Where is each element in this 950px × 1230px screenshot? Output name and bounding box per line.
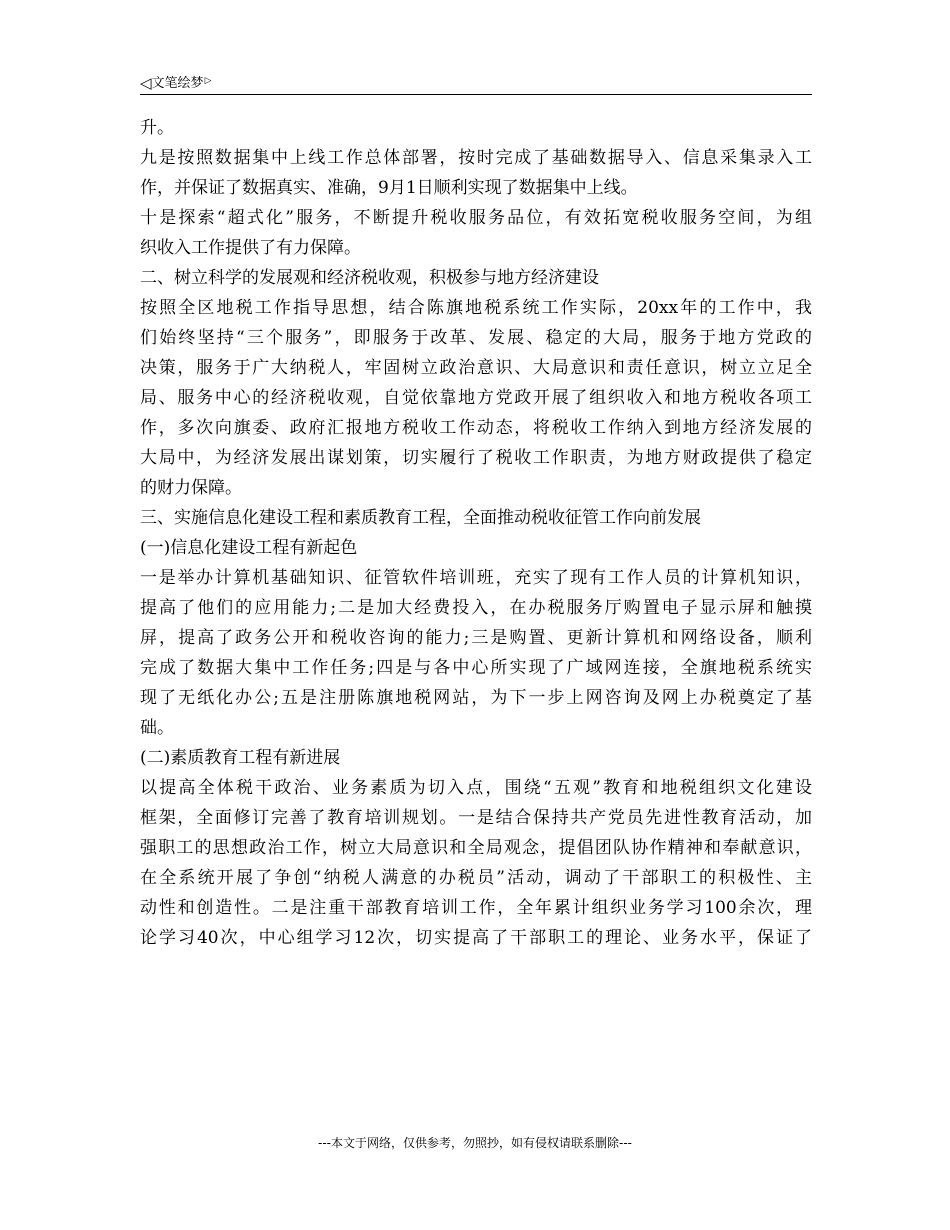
header-title: 文笔绘梦 <box>151 76 204 91</box>
text-line: 升。 <box>140 118 174 138</box>
text-line: 局、服务中心的经济税收观，自觉依靠地方党政开展了组织收入和地方税收各项工 <box>140 388 812 408</box>
left-triangle-icon: ◁ <box>140 74 152 92</box>
text-line: 作，并保证了数据真实、准确，9月1日顺利实现了数据集中上线。 <box>140 178 638 198</box>
document-body <box>140 113 812 953</box>
text-line: 提高了他们的应用能力;二是加大经费投入，在办税服务厅购置电子显示屏和触摸 <box>140 598 812 618</box>
text-line: 强职工的思想政治工作，树立大局意识和全局观念，提倡团队协作精神和奉献意识， <box>140 838 812 858</box>
subsection-heading: (一)信息化建设工程有新起色 <box>140 538 358 558</box>
text-line: 十是探索“超式化”服务，不断提升税收服务品位，有效拓宽税收服务空间，为组 <box>140 208 812 228</box>
text-line: 框架，全面修订完善了教育培训规划。一是结合保持共产党员先进性教育活动，加 <box>140 808 812 828</box>
text-line: 以提高全体税干政治、业务素质为切入点，围绕“五观”教育和地税组织文化建设 <box>140 778 812 798</box>
page-footer: ---本文于网络，仅供参考，勿照抄，如有侵权请联系删除--- <box>318 1136 632 1150</box>
text-line: 决策，服务于广大纳税人，牢固树立政治意识、大局意识和责任意识，树立立足全 <box>140 358 812 378</box>
text-line: 大局中，为经济发展出谋划策，切实履行了税收工作职责，为地方财政提供了稳定 <box>140 448 812 468</box>
text-line: 础。 <box>140 718 174 738</box>
text-line: 完成了数据大集中工作任务;四是与各中心所实现了广域网连接，全旗地税系统实 <box>140 658 812 678</box>
text-line: 在全系统开展了争创“纳税人满意的办税员”活动，调动了干部职工的积极性、主 <box>140 868 812 888</box>
section-heading: 三、实施信息化建设工程和素质教育工程，全面推动税收征管工作向前发展 <box>140 508 701 528</box>
text-line: 现了无纸化办公;五是注册陈旗地税网站，为下一步上网咨询及网上办税奠定了基 <box>140 688 812 708</box>
text-line: 屏，提高了政务公开和税收咨询的能力;三是购置、更新计算机和网络设备，顺利 <box>140 628 812 648</box>
text-line: 动性和创造性。二是注重干部教育培训工作，全年累计组织业务学习100余次，理 <box>140 898 812 918</box>
text-line: 织收入工作提供了有力保障。 <box>140 238 361 258</box>
right-triangle-icon: ▷ <box>204 76 212 86</box>
text-line: 们始终坚持“三个服务”，即服务于改革、发展、稳定的大局，服务于地方党政的 <box>140 328 812 348</box>
text-line: 按照全区地税工作指导思想，结合陈旗地税系统工作实际，20xx年的工作中，我 <box>140 298 812 318</box>
subsection-heading: (二)素质教育工程有新进展 <box>140 748 341 768</box>
text-line: 论学习40次，中心组学习12次，切实提高了干部职工的理论、业务水平，保证了 <box>140 928 812 948</box>
text-line: 的财力保障。 <box>140 478 242 498</box>
page-header <box>140 72 812 95</box>
section-heading: 二、树立科学的发展观和经济税收观，积极参与地方经济建设 <box>140 268 599 288</box>
text-line: 一是举办计算机基础知识、征管软件培训班，充实了现有工作人员的计算机知识， <box>140 568 812 588</box>
text-line: 作，多次向旗委、政府汇报地方税收工作动态，将税收工作纳入到地方经济发展的 <box>140 418 812 438</box>
text-line: 九是按照数据集中上线工作总体部署，按时完成了基础数据导入、信息采集录入工 <box>140 148 812 168</box>
